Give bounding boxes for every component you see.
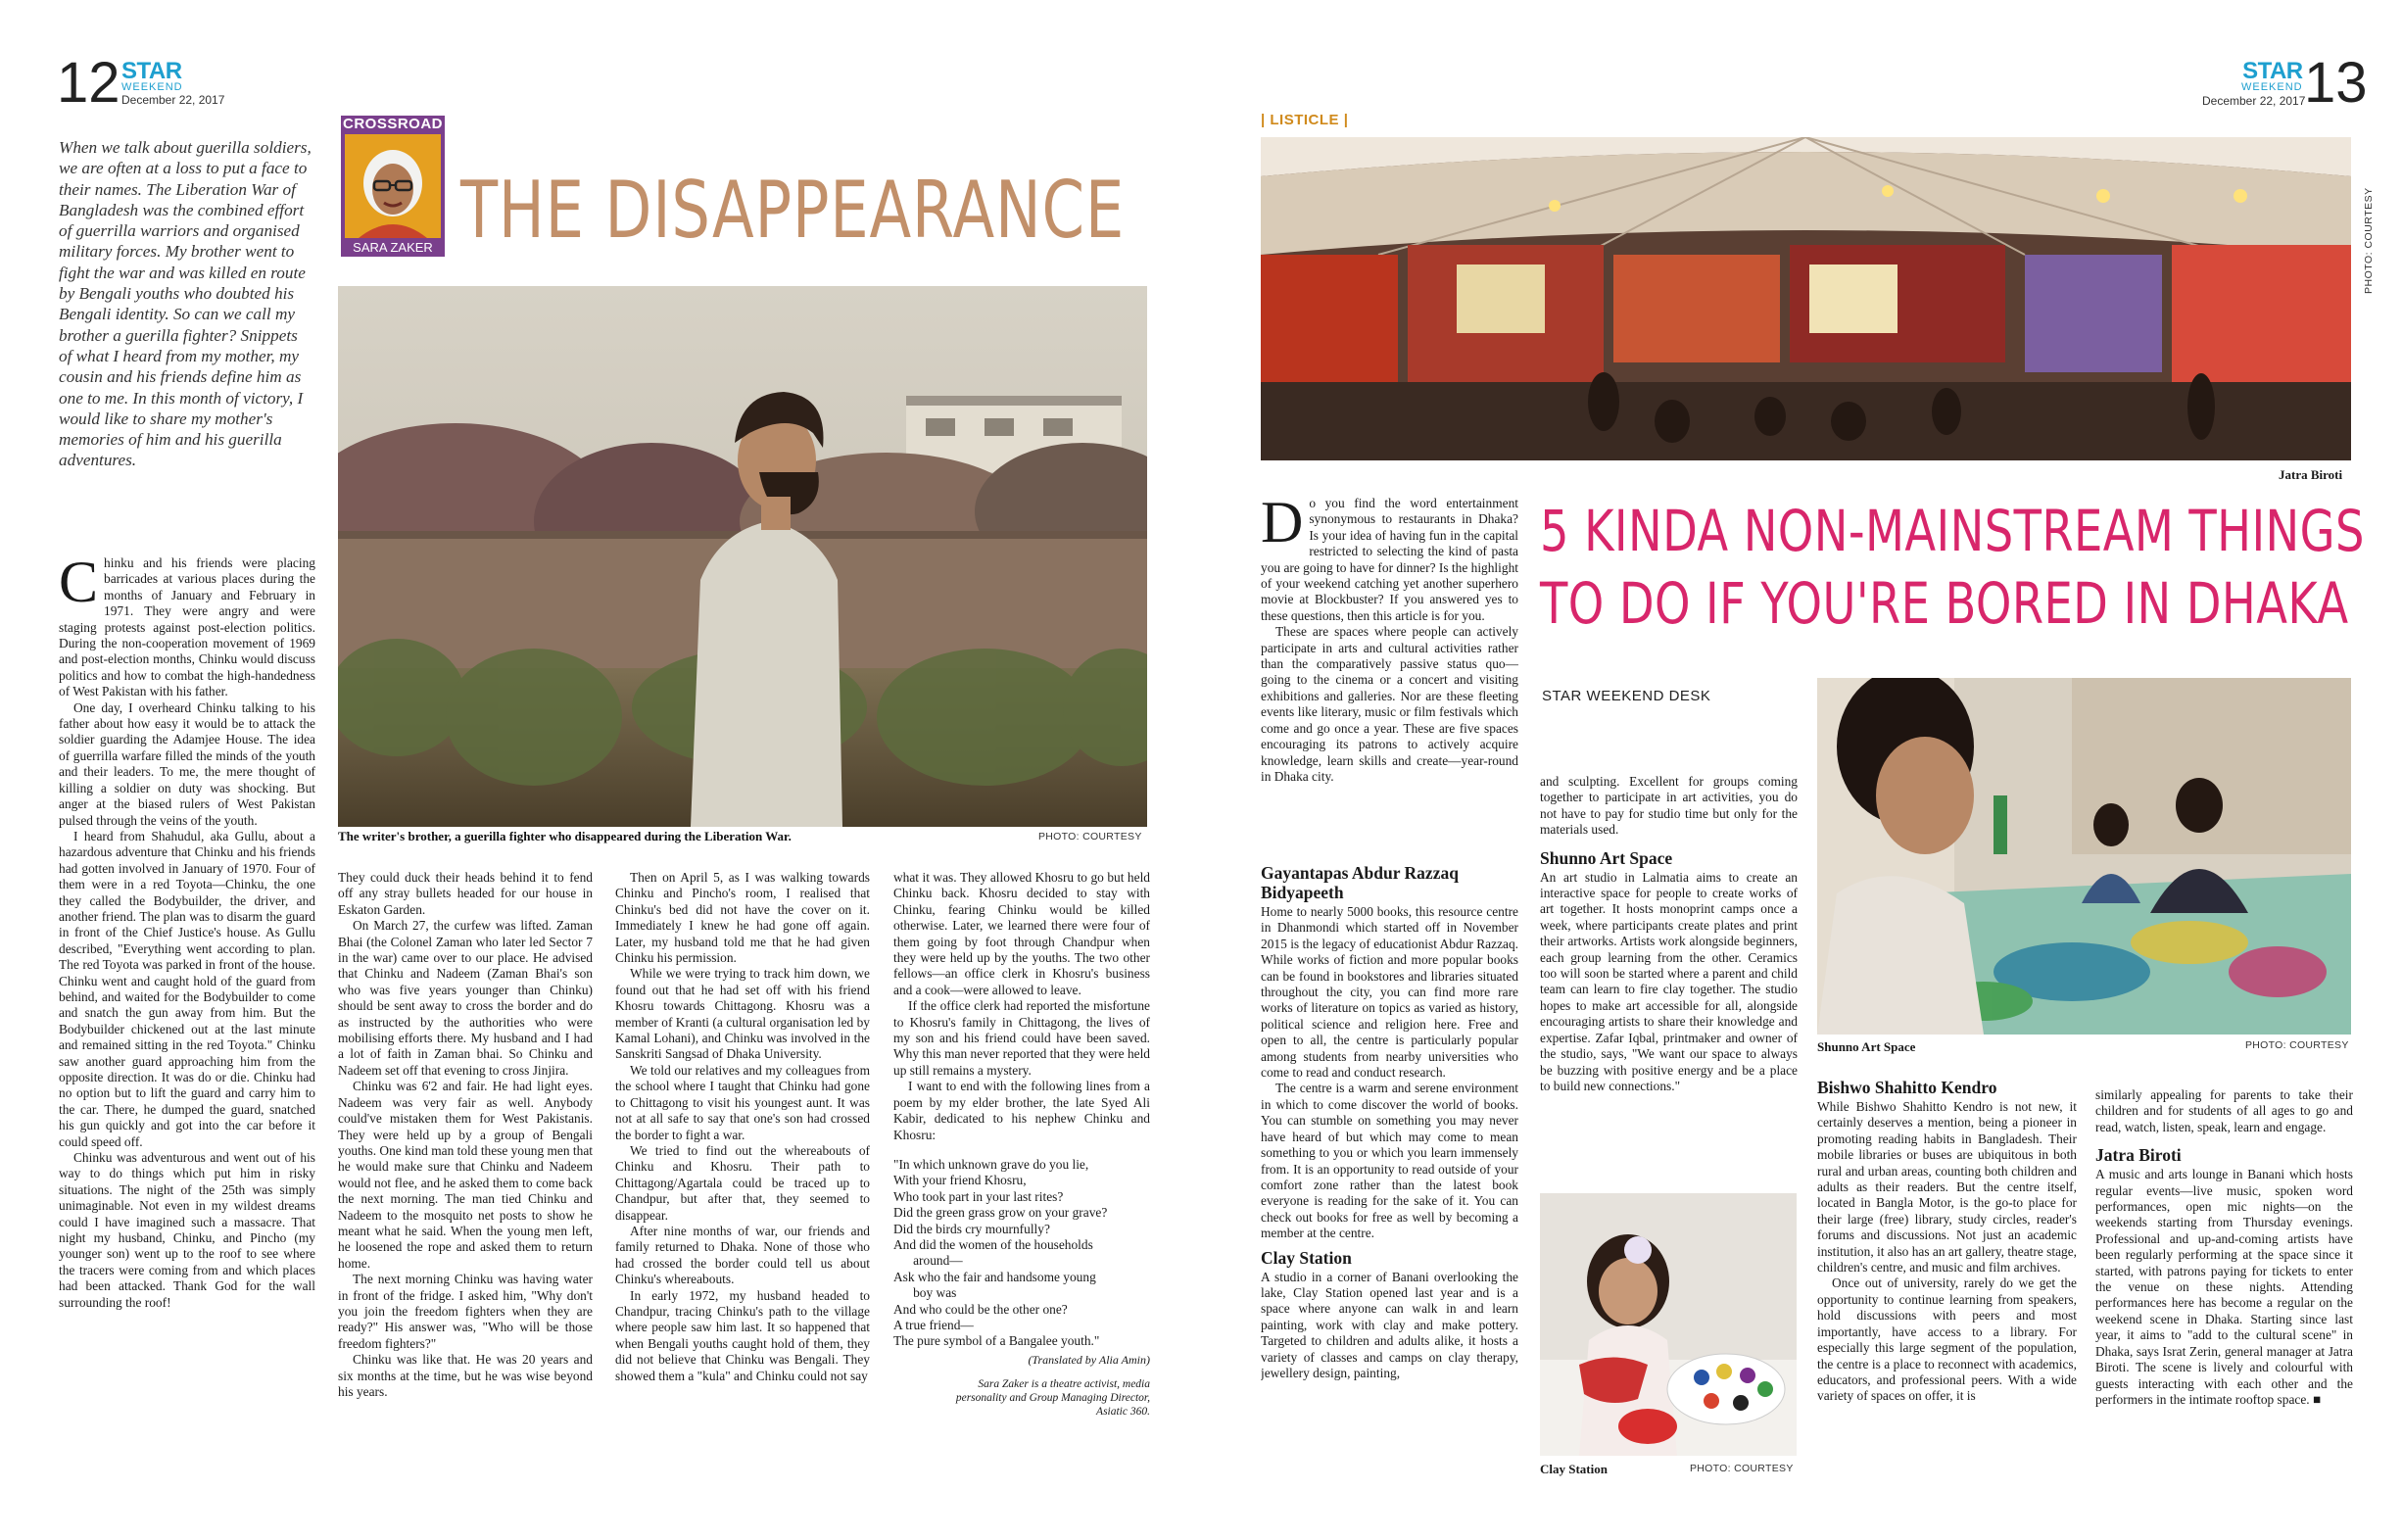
paragraph: hinku and his friends were placing barricades at various places during the months of January and February in 1971. They were angry and were staging protests against post-election politics. During the non-cooperation movement of 1969 and post-election months, Chinku would discuss politics and how to combat the high-handedness of West Pakistan with his father. [59,555,315,699]
listicle-column-3 [1817,1076,2077,1516]
article-column-2 [338,870,593,1512]
shunno-art-photo [1817,678,2351,1035]
paragraph: similarly appealing for parents to take their children and for students of all ages to go and read, watch, listen, speak, learn and engage. [2095,1087,2353,1134]
left-brand-sub: WEEKEND [121,81,183,93]
article-column-4 [893,870,1150,1512]
headline-line-2: TO DO IF YOU'RE BORED IN DHAKA [1540,570,2349,637]
headline-disappearance: THE DISAPPEARANCE [460,165,1126,256]
top-photo-credit: PHOTO: COURTESY [2363,187,2375,294]
photo-caption: The writer's brother, a guerilla fighter who disappeared during the Liberation War. [338,829,792,843]
right-masthead [2241,58,2303,93]
author-bio: Sara Zaker is a theatre activist, media personality and Group Managing Director, Asiatic 360. [955,1378,1150,1419]
paragraph: what it was. They allowed Khosru to go but held Chinku back. Khosru decided to stay with Chinku, fearing Chinku would be killed otherwise. Later, we learned there were four of them going by foot through Chandpur when they were held up by the youths. The two other fellows—an office clerk in Khosru's business and a cook—were allowed to leave. [893,870,1150,997]
paragraph: They could duck their heads behind it to fend off any stray bullets headed for our house in Eskaton Garden. [338,870,593,917]
paragraph: The centre is a warm and serene environment in which to come discover the world of books. You can stumble on something you may never have heard of but which may come to mean something to you or which you learn immensely from. It is an opportunity to read outside of your comfort zone rather than the latest book everyone is reading for the sake of it. You can check out books for free as well by becoming a member at the centre. [1261,1081,1518,1241]
byline: STAR WEEKEND DESK [1542,688,1711,704]
paragraph: While Bishwo Shahitto Kendro is not new, it certainly deserves a mention, being a pioneer in promoting reading habits in Bangladesh. Their mobile libraries or buses are ubiquitous in both rural and urban areas, counting both children and adults as their readers. But the centre itself, located in Bangla Motor, is the go-to place for their large (free) library, study circles, reader's forums and discussions. Not just an academic institution, it also has an art gallery, theatre stage, children's centre, and music and film archives. [1817,1099,2077,1275]
listicle-column-2 [1540,774,1798,1185]
article-column-3 [615,870,870,1512]
paragraph: A music and arts lounge in Banani which hosts regular events—live music, spoken word performances, open mic nights—on the weekends starting from Thursday evenings. Professional and up-and-coming artists have been regularly performing at the space since it started, with patrons paying for tickets to enter the venue on these nights. Attending performances here has become a regular on the weekend scene in Dhaka. Starting since last year, it aims to "add to the cultural scene" in Dhaka, says Israt Zerin, general manager at Jatra Biroti. The scene is lively and colourful with guests interacting with each other and the performers in the intimate rooftop space. ■ [2095,1167,2353,1407]
paragraph: Home to nearly 5000 books, this resource centre in Dhanmondi which started off in November 2015 is the legacy of educationist Abdur Razzaq. While works of fiction and more popular books can be found in bookstores and libraries situated throughout the city, you can find more rare works of literature on topics as varied as history, political science and religion here. Free and open to all, the centre is particularly popular among students from nearby universities who come to read and conduct research. [1261,904,1518,1081]
paragraph: One day, I overheard Chinku talking to his father about how easy it would be to attack the soldier guarding the Adamjee House. The idea of guerrilla warfare filled the minds of the youth and their leaders. To me, the mere thought of killing a soldier on duty was shocking. But anger at the biased rulers of West Pakistan pulsed through the veins of the youth. [59,699,315,828]
clay-station-photo [1540,1193,1797,1456]
paragraph: After nine months of war, our friends and family returned to Dhaka. None of those who had crossed the border could tell us about Chinku's whereabouts. [615,1223,870,1287]
section-title-bidyapeeth: Gayantapas Abdur Razzaq Bidyapeeth [1261,863,1459,902]
author-name: SARA ZAKER [353,240,433,255]
shunno-photo-caption: Shunno Art Space [1817,1039,1916,1054]
brother-photo [338,286,1147,827]
section-title-bishwo: Bishwo Shahitto Kendro [1817,1078,1997,1097]
paragraph: Once out of university, rarely do we get the opportunity to continue learning from speakers, hold discussions with peers and most importantly, have access to a library. For especially this large segment of the population, the centre is a place to reconnect with academics, educators, and professional peers. With a wide variety of spaces on offer, it is [1817,1275,2077,1404]
article-column-1 [59,555,315,1511]
paragraph: Chinku was adventurous and went out of his way to do things which put him in risky situations. The night of the 25th was simply unimaginable. Not even in my wildest dreams could I have imagined such a massacre. That night my husband, Chinku, and Pincho (my younger son) went up to the roof to see where the tracers were coming from and which places had been attacked. Thank God for the wall surrounding the roof! [59,1150,315,1310]
jatra-biroti-photo [1261,137,2351,460]
section-title-clay-station: Clay Station [1261,1247,1352,1268]
poem: "In which unknown grave do you lie, With your friend Khosru, Who took part in your last rites? Did the green grass grow on your grave? Did the birds cry mournfully? And did the women of the households around— Ask who the fair and handsome young boy was And who could be the other one? A true friend— The pure symbol of a Bangalee youth." [893,1156,1108,1349]
right-brand-sub: WEEKEND [2241,81,2303,93]
photo-credit: PHOTO: COURTESY [1038,831,1142,842]
paragraph: These are spaces where people can actively participate in arts and cultural activities rather than the comparatively passive status quo—going to the cinema or a concert and visiting exhibitions and galleries. Nor are these fleeting events like literary, music or film festivals which come and go once a year. These are five spaces encouraging its patrons to actively acquire knowledge, learn skills and create—year-round in Dhaka city. [1261,624,1518,784]
paragraph: o you find the word entertainment synonymous to restaurants in Dhaka? Is your idea of having fun in the capital restricted to selecting the kind of pasta you are going to have for dinner? Is the highlight of your weekend catching yet another superhero movie at Blockbuster? If you answered yes to these questions, then this article is for you. [1261,496,1518,623]
listicle-column-4 [2095,1087,2353,1518]
paragraph: On March 27, the curfew was lifted. Zaman Bhai (the Colonel Zaman who later led Sector 7 in the war) came over to our place. He advised that Chinku and Nadeem (Zaman Bhai's son who was five years younger than Chinku) should be sent away to cross the border and do as instructed by the authorities who were mobilising efforts there. My husband and I had a lot of faith in Zaman bhai. So Chinku and Nadeem set off that evening to cross Jinjira. [338,918,593,1078]
paragraph: Then on April 5, as I was walking towards Chinku and Pincho's room, I realised that Chinku's bed did not have the cover on it. Immediately I knew he had gone off again. Later, my husband told me that he had given Chinku his permission. [615,870,870,966]
clay-photo-caption: Clay Station [1540,1462,1608,1476]
crossroad-box [341,116,445,257]
intro-text: When we talk about guerilla soldiers, we are often at a loss to put a face to their names. The Liberation War of Bangladesh was the combined effort of guerrilla warriors and organised military forces. My brother went to fight the war and was killed en route by Bengali youths who doubted his Bengali identity. So can we call my brother a guerilla fighter? Snippets of what I heard from my mother, my cousin and his friends define him as one to me. In this month of victory, I would like to share my mother's memories of him and his guerilla adventures. [59,138,312,470]
left-date: December 22, 2017 [121,93,225,107]
translator-note: (Translated by Alia Amin) [1028,1352,1150,1367]
paragraph: We told our relatives and my colleagues from the school where I taught that Chinku had gone to Chittagong to visit his youngest aunt. It was not at all safe to say that one's son had crossed the border to fight a war. [615,1062,870,1142]
paragraph: An art studio in Lalmatia aims to create an interactive space for people to create works of art together. It hosts monoprint camps once a week, where participants create plates and print their artworks. Artists work alongside beginners, each group learning from the other. Ceramics too will soon be started where a parent and child team can learn to fire clay together. The studio hopes to make art accessible for all, alongside encouraging artists to share their knowledge and expertise. Zafar Iqbal, printmaker and owner of the studio, says, "We want our space to always be buzzing with positive energy and be a place to build new connections." [1540,869,1798,1093]
section-label: | LISTICLE | [1261,112,1349,128]
right-brand: STAR [2242,58,2303,84]
paragraph: Chinku was like that. He was 20 years and six months at the time, but he was wise beyond his years. [338,1352,593,1399]
clay-photo-credit: PHOTO: COURTESY [1690,1463,1794,1474]
paragraph: If the office clerk had reported the misfortune to Khosru's family in Chittagong, the lives of my son and his friend could have been saved. Why this man never reported that they were held up still remains a mystery. [893,998,1150,1078]
paragraph: I want to end with the following lines from a poem by my elder brother, the late Syed Ali Kabir, dedicated to his nephew Chinku and Khosru: [893,1079,1150,1142]
headline-line-1: 5 KINDA NON-MAINSTREAM THINGS [1540,498,2365,564]
dropcap-d: D [1261,496,1304,554]
paragraph: We tried to find out the whereabouts of Chinku and Khosru. Their path to Chittagong/Agartala could be traced up to Chandpur, but after that, they seemed to disappear. [615,1142,870,1223]
paragraph: Chinku was 6'2 and fair. He had light eyes. Nadeem was very fair as well. Anybody could've mistaken them for West Pakistanis. They were held up by a group of Bengali youths. One kind man told these young men that he would make sure that Chinku and Nadeem would not flee, and he asked them to come back the next morning. The man tied Chinku and Nadeem to the mosquito net posts to show he meant what he said. When the young men left, he loosened the rope and asked them to return home. [338,1079,593,1271]
dropcap-c: C [59,555,99,614]
right-date: December 22, 2017 [2202,94,2306,108]
left-brand: STAR [121,58,182,84]
paragraph: A studio in a corner of Banani overlooking the lake, Clay Station opened last year and is a space where anyone can walk in and learn painting, work with clay and make pottery. Targeted to children and adults alike, it hosts a variety of classes and camps on clay therapy, jewellery design, painting, [1261,1269,1518,1380]
author-avatar [345,134,441,238]
left-page-number: 12 [57,51,120,115]
top-photo-caption: Jatra Biroti [2279,467,2343,482]
listicle-column-1b [1261,857,1518,1514]
shunno-photo-credit: PHOTO: COURTESY [2245,1039,2349,1051]
paragraph: In early 1972, my husband headed to Chandpur, tracing Chinku's path to the village where people saw him last. It so happened that when Bengali youths caught hold of them, they did not believe that Chinku was Bengali. They showed them a "kula" and Chinku could not say [615,1287,870,1383]
paragraph: I heard from Shahudul, aka Gullu, about a hazardous adventure that Chinku and his friends had gotten involved in January of 1970. Four of them were in a red Toyota—Chinku, the one they called the Bodybuilder, the driver, and another friend. The plan was to disarm the guard in front of the Chief Justice's house. As Gullu described, "Everything went according to plan. The red Toyota was parked in front of the house. Chinku went and caught hold of the guard from behind, and waited for the Bodybuilder to come and snatch the gun away from him. But the Bodybuilder chickened out at the last minute and remained sitting in the red Toyota." Chinku saw another guard approaching him from the opposite direction. It was do or die. Chinku had no option but to lift the guard and carry him to the car. There, he dumped the guard, snatched his gun quickly and got into the car before it could speed off. [59,828,315,1149]
section-title-shunno: Shunno Art Space [1540,847,1673,868]
section-title-jatra: Jatra Biroti [2095,1145,2182,1166]
paragraph: and sculpting. Excellent for groups coming together to participate in art activities, you do not have to pay for studio time but only for the materials used. [1540,774,1798,838]
paragraph: The next morning Chinku was having water in front of the fridge. I asked him, "Why don't you join the freedom fighters when they are ready?" His answer was, "Who will be those freedom fighters?" [338,1272,593,1351]
kicker-label: CROSSROAD [342,116,443,132]
right-page-number: 13 [2304,51,2368,115]
paragraph: While we were trying to track him down, we found out that he had set off with his friend Khosru towards Chittagong. Khosru was a member of Kranti (a cultural organisation led by Kamal Lohani), and Chinku was involved in the Sanskriti Sangsad of Dhaka University. [615,966,870,1062]
left-masthead [121,58,225,107]
